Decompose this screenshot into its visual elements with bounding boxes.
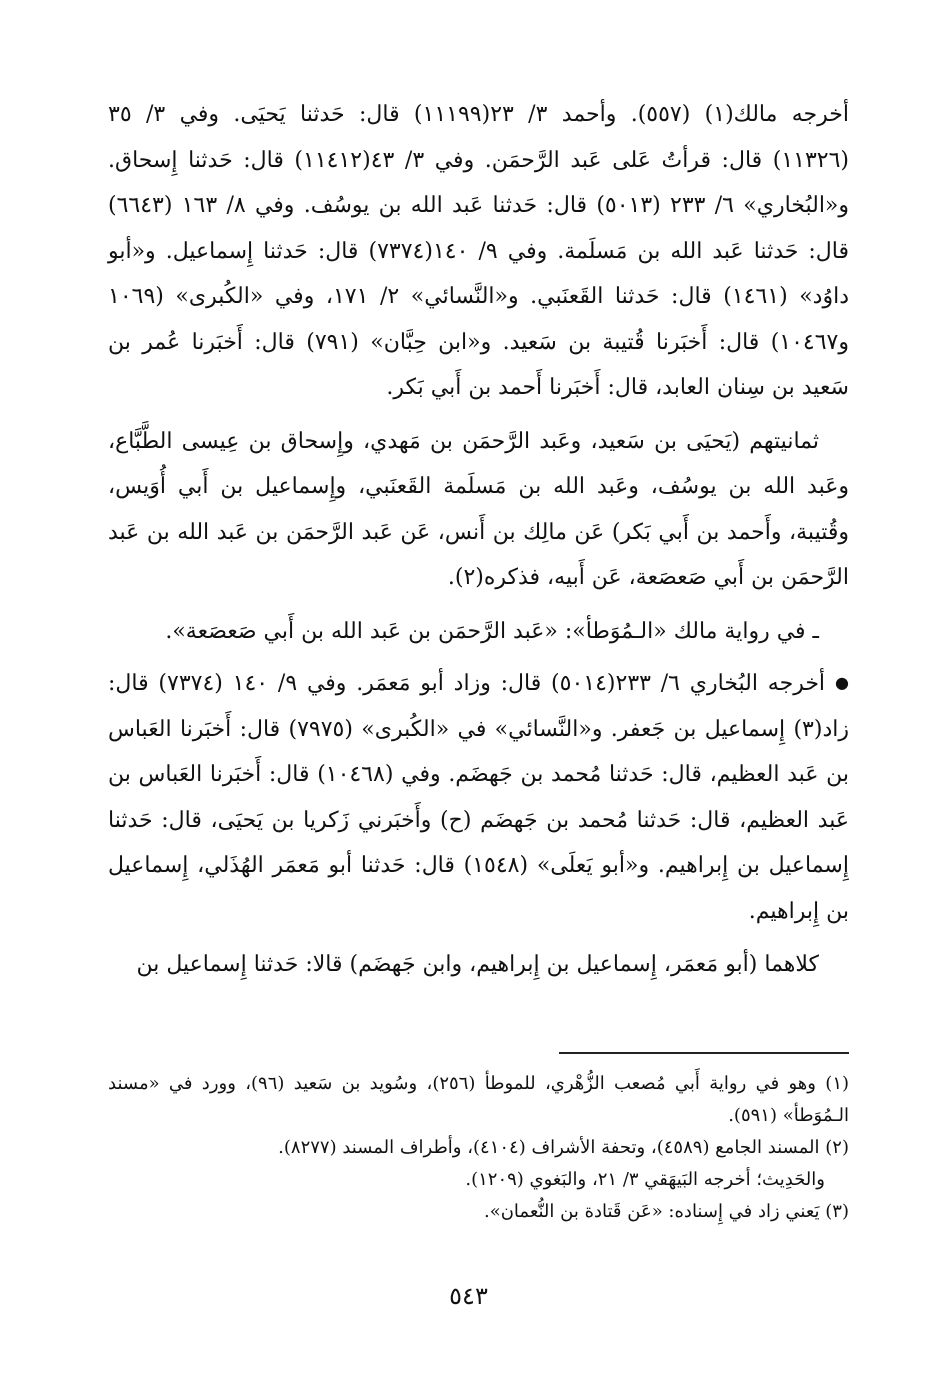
paragraph-takhrij-bukhari	[108, 660, 849, 934]
paragraph-takhrij-malik: أخرجه مالك(١) (٥٥٧). وأحمد ٣/ ٢٣(١١١٩٩) قال: حَدثنا يَحيَى. وفي ٣/ ٣٥ (١١٣٢٦) قال: قرأتُ عَلى عَبد الرَّحمَن. وفي ٣/ ٤٣(١١٤١٢) قال: حَدثنا إِسحاق. و«البُخاري» ٦/ ٢٣٣ (٥٠١٣) قال: حَدثنا عَبد الله بن يوسُف. وفي ٨/ ١٦٣ (٦٦٤٣) قال: حَدثنا عَبد الله بن مَسلَمة. وفي ٩/ ١٤٠(٧٣٧٤) قال: حَدثنا إِسماعيل. و«أبو داوُد» (١٤٦١) قال: حَدثنا القَعنَبي. و«النَّسائي» ٢/ ١٧١، وفي «الكُبرى» (١٠٦٩ و١٠٤٦٧) قال: أَخبَرنا قُتيبة بن سَعيد. و«ابن حِبَّان» (٧٩١) قال: أَخبَرنا عُمر بن سَعيد بن سِنان العابد، قال: أَخبَرنا أَحمد بن أَبي بَكر.	[108, 102, 850, 400]
footnote-2-continuation: والحَدِيث؛ أخرجه البَيهَقي ٣/ ٢١، والبَغوي (١٢٠٩).	[465, 1169, 825, 1190]
footnotes	[108, 1068, 849, 1228]
main-text	[108, 92, 849, 988]
footnote-1: (١) وهو في رواية أَبي مُصعب الزُّهْري، للموطأ (٢٥٦)، وسُويد بن سَعيد (٩٦)، وورد في «مسند الـمُوَطأ» (٥٩١).	[108, 1073, 850, 1126]
paragraph-takhrij-bukhari-text: أخرجه البُخاري ٦/ ٢٣٣(٥٠١٤) قال: وزاد أبو مَعمَر. وفي ٩/ ١٤٠ (٧٣٧٤) قال: زاد(٣) إِسماعيل بن جَعفر. و«النَّسائي» في «الكُبرى» (٧٩٧٥) قال: أَخبَرنا العَباس بن عَبد العظيم، قال: حَدثنا مُحمد بن جَهضَم. وفي (١٠٤٦٨) قال: أَخبَرنا العَباس بن عَبد العظيم، قال: حَدثنا مُحمد بن جَهضَم (ح) وأَخبَرني زَكريا بن يَحيَى، قال: حَدثنا إِسماعيل بن إِبراهيم. و«أبو يَعلَى» (١٥٤٨) قال: حَدثنا أبو مَعمَر الهُذَلي، إِسماعيل بن إِبراهيم.	[108, 671, 850, 924]
page-number: ٥٤٣	[449, 1282, 488, 1310]
paragraph-thamaniyatuhum: ثمانيتهم (يَحيَى بن سَعيد، وعَبد الرَّحمَن بن مَهدي، وإِسحاق بن عِيسى الطَّبَّاع، وعَبد الله بن يوسُف، وعَبد الله بن مَسلَمة القَعنَبي، وإِسماعيل بن أَبي أُوَيس، وقُتيبة، وأَحمد بن أَبي بَكر) عَن مالِك بن أَنس، عَن عَبد الرَّحمَن بن عَبد الله بن عَبد الرَّحمَن بن أَبي صَعصَعة، عَن أَبيه، فذكره(٢).	[108, 428, 849, 590]
footnote-divider	[559, 1052, 849, 1054]
bullet-icon: ●	[835, 673, 850, 692]
footnote-2: (٢) المسند الجامع (٤٥٨٩)، وتحفة الأشراف (٤١٠٤)، وأطراف المسند (٨٢٧٧).	[278, 1137, 849, 1158]
paragraph-kilahuma: كلاهما (أبو مَعمَر، إِسماعيل بن إِبراهيم، وابن جَهضَم) قالا: حَدثنا إِسماعيل بن	[136, 952, 819, 977]
paragraph-riwayat-malik: ـ في رواية مالك «الـمُوَطأ»: «عَبد الرَّحمَن بن عَبد الله بن أَبي صَعصَعة».	[165, 618, 819, 644]
footnote-3: (٣) يَعني زاد في إِسناده: «عَن قَتادة بن النُّعمان».	[483, 1201, 849, 1222]
